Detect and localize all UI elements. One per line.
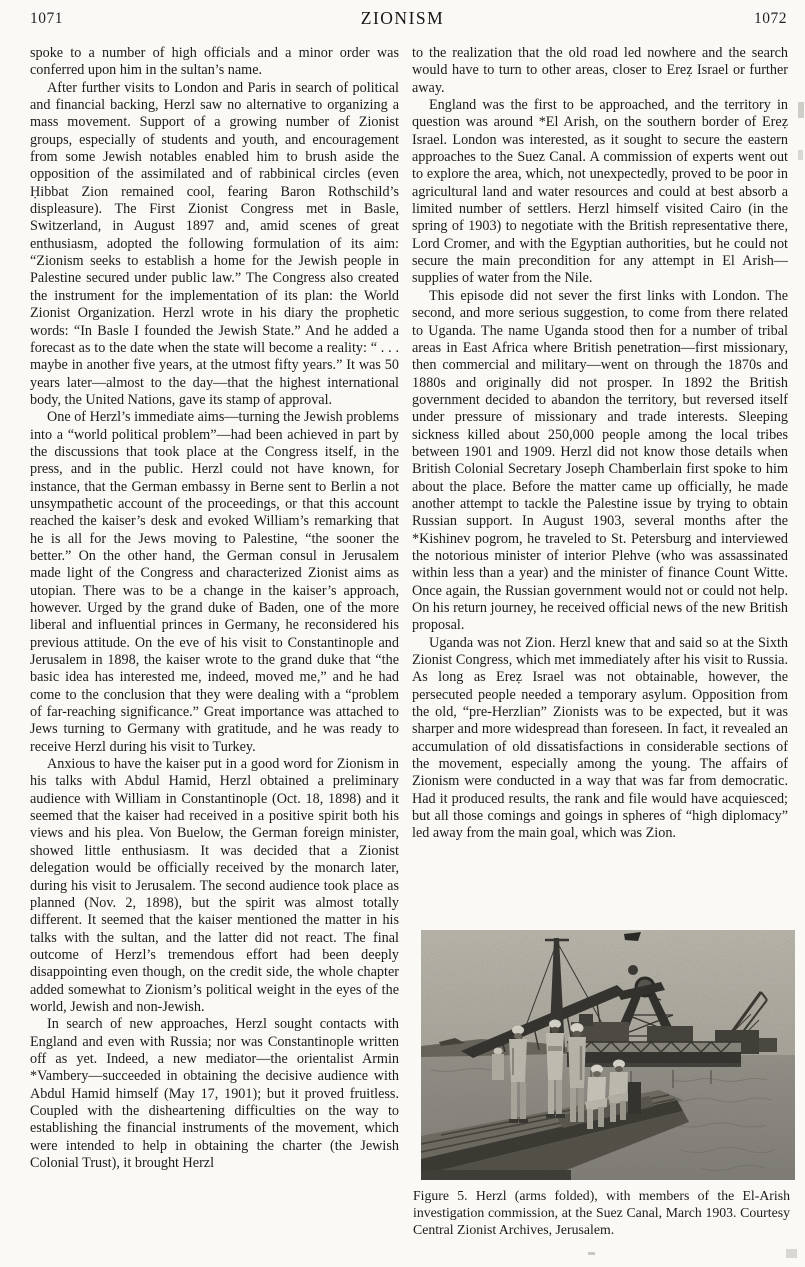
paragraph: After further visits to London and Paris in search of political and financial backing, Herzl saw no alternative to organizing a mass movement. Support of a growing number of Zionist groups, especially of students and youth, and encouragement from some Jewish notables enabled him to brush aside the opposition of the assimilated and of rabbinical circles (even Ḥibbat Zion remained cool, fearing Baron Rothschild’s displeasure). The First Zionist Congress met in Basle, Switzerland, in August 1897 and, amid scenes of great enthusiasm, adopted the following formulation of its aim: “Zionism seeks to establish a home for the Jewish people in Palestine secured under public law.” The Congress also created the instrument for the implementation of its plan: the World Zionist Organization. Herzl wrote in his diary the prophetic words: “In Basle I founded the Jewish State.” And he added a forecast as to the date when the state will become a reality: “ . . . maybe in another five years, at the utmost fifty years.” It was 50 years later—almost to the day—that the highest international body, the United Nations, gave its stamp of approval. [30,79,399,408]
paragraph: Uganda was not Zion. Herzl knew that and said so at the Sixth Zionist Congress, which met immediately after his visit to Russia. As long as Ereẓ Israel was not obtainable, however, the persecuted people needed a temporary asylum. Opposition from the old, “pre-Herzlian” Zionists was to be expected, but it was sharper and more widespread than foreseen. In fact, it revealed an accumulation of old dissatisfactions in considerable sections of the movement, especially among the young. The affairs of Zionism were conducted in a way that was far from democratic. Had it produced results, the rank and file would have acquiesced; but all those comings and goings in spheres of “high diplomacy” led away from the main goal, which was Zion. [412,634,788,842]
paragraph: spoke to a number of high officials and a minor order was conferred upon him in the sultan’s name. [30,45,399,79]
herzl-suez-canal-photo [421,930,795,1180]
paragraph: Anxious to have the kaiser put in a good word for Zionism in his talks with Abdul Hamid, Herzl obtained a preliminary audience with William in Constantinople (Oct. 18, 1898) and it seemed that the kaiser had received in a positive spirit both his views and his plea. Von Buelow, the German foreign minister, showed little enthusiasm. It was decided that a Zionist delegation would be officially received by the monarch later, during his visit to Jerusalem. The second audience took place as planned (Nov. 2, 1898), but the spirit was almost totally different. It seemed that the kaiser mentioned the matter in his talks with the sultan, and the latter did not react. The final outcome of Herzl’s tremendous effort had been deeply disappointing even though, on the credit side, the whole chapter added somewhat to Zionism’s political weight in the eyes of the world, Jewish and non-Jewish. [30,756,399,1015]
running-head-title: ZIONISM [360,8,445,28]
paragraph: to the realization that the old road led nowhere and the search would have to turn to other areas, closer to Ereẓ Israel or further away. [412,45,788,96]
paragraph: In search of new approaches, Herzl sought contacts with England and even with Russia; nor was Constantinople written off as yet. Indeed, a new mediator—the orientalist Armin *Vambery—succeeded in obtaining the decisive audience with Abdul Hamid himself (May 17, 1901); but it proved fruitless. Coupled with the disheartening difficulties on the way to establishing the financial instruments of the movement, which were intended to help in obtaining the charter (the Jewish Colonial Trust), it brought Herzl [30,1016,399,1171]
right-text-column [412,45,788,843]
scan-artifact [798,150,803,160]
scan-artifact [786,1249,797,1258]
photo-illustration [421,930,795,1180]
paragraph: One of Herzl’s immediate aims—turning the Jewish problems into a “world political problem”—had been achieved in part by the discussions that took place at the Congress itself, in the press, and in the public. Herzl could not have known, for instance, that the German embassy in Berne sent to Berlin a not unsympathetic account of the proceedings, or that this account reached the kaiser’s desk and evoked William’s remarking that he is all for the Jews moving to Palestine, “the sooner the better.” On the other hand, the German consul in Jerusalem made light of the Congress and characterized Zionist aims as utopian. There was to be a change in the kaiser’s approach, however. Urged by the grand duke of Baden, one of the more liberal and influential princes in Germany, he reconsidered his previous attitude. On the eve of his visit to Constantinople and Jerusalem in 1898, the kaiser wrote to the grand duke that “the basic idea has interested me, indeed, moved me,” and he had come to the conclusion that they were dealing with a “problem of far-reaching significance.” Great importance was attached to Jews turning to Germany with gratitude, and he was ready to receive Herzl during his visit to Turkey. [30,409,399,755]
left-text-column [30,45,399,1172]
scan-artifact [798,102,804,118]
scan-artifact [588,1252,595,1255]
page-number-right: 1072 [754,10,787,27]
paragraph: England was the first to be approached, and the territory in question was around *El Arish, on the southern border of Ereẓ Israel. London was interested, as it sought to secure the eastern approaches to the Suez Canal. A commission of experts went out to explore the area, which, not unexpectedly, proved to be poor in agricultural land and water resources and could at best absorb a limited number of settlers. Herzl himself visited Cairo (in the spring of 1903) to negotiate with the British representative there, Lord Cromer, and with the Egyptian authorities, but he could not secure the main precondition for any attempt in El Arish—supplies of water from the Nile. [412,97,788,287]
figure-caption: Figure 5. Herzl (arms folded), with members of the El-Arish investigation commission, at the Suez Canal, March 1903. Courtesy Central Zionist Archives, Jerusalem. [413,1188,790,1237]
paragraph: This episode did not sever the first links with London. The second, and more serious suggestion, to come from there related to Uganda. The name Uganda stood then for a number of tribal areas in East Africa where British penetration—first missionary, then commercial and military—went on through the 1870s and 1880s and originally did not prosper. In 1892 the British government decided to abandon the territory, but reversed itself under pressure of missionary and trade interests. Sleeping sickness killed about 250,000 people among the local tribes between 1901 and 1909. Herzl did not know those details when British Colonial Secretary Joseph Chamberlain first spoke to him about the place. Before the matter came up officially, he made another attempt to tackle the Palestine issue by trying to obtain Russian support. In August 1903, several months after the *Kishinev pogrom, he traveled to St. Petersburg and interviewed the notorious minister of interior Plehve (who was assassinated within less than a year) and the minister of finance Count Witte. Once again, the Russian government would not or could not help. On his return journey, he received official news of the new British proposal. [412,287,788,634]
page-number-left: 1071 [30,10,63,27]
